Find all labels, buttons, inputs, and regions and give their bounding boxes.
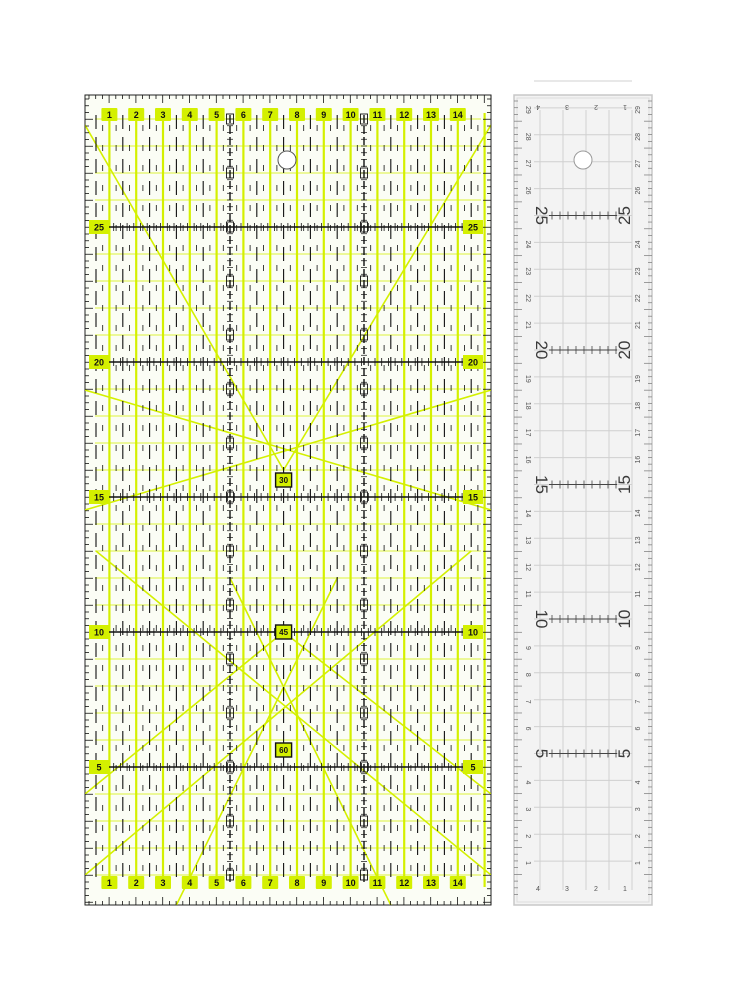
small-number-label: 6	[524, 726, 531, 731]
small-number-label: 24	[635, 240, 642, 249]
small-number-label: 17	[524, 428, 531, 437]
width-label: 1	[623, 886, 627, 893]
column-label: 14	[452, 110, 463, 120]
column-label: 5	[214, 110, 220, 120]
small-number-label: 22	[524, 294, 531, 303]
column-label: 2	[133, 110, 139, 120]
column-label: 10	[345, 110, 356, 120]
big-number-label: 10	[532, 609, 551, 629]
small-number-label: 26	[524, 186, 531, 195]
small-number-label: 3	[524, 807, 531, 812]
small-number-label: 1	[524, 861, 531, 866]
small-number-label: 12	[635, 563, 642, 572]
small-number-label: 13	[524, 536, 531, 545]
big-number-label: 20	[615, 340, 634, 360]
small-number-label: 21	[524, 321, 531, 329]
small-number-label: 4	[524, 780, 531, 785]
small-number-label: 4	[635, 780, 642, 785]
small-number-label: 8	[524, 672, 531, 677]
width-label: 3	[565, 886, 569, 893]
width-label: 2	[594, 103, 598, 110]
big-number-label: 10	[615, 609, 634, 629]
small-number-label: 7	[524, 699, 531, 704]
small-number-label: 2	[635, 834, 642, 839]
small-number-label: 23	[524, 267, 531, 276]
column-label: 6	[240, 110, 246, 120]
column-label: 13	[425, 110, 437, 120]
column-label: 4	[187, 878, 193, 888]
small-number-label: 16	[635, 455, 642, 464]
row-label: 20	[93, 357, 105, 368]
column-label: 11	[372, 878, 383, 888]
row-label: 15	[467, 492, 479, 503]
column-label: 2	[133, 878, 139, 888]
small-number-label: 13	[635, 536, 642, 545]
small-number-label: 12	[524, 563, 531, 572]
column-label: 10	[345, 878, 356, 888]
small-number-label: 29	[635, 106, 642, 114]
width-label: 4	[536, 886, 540, 893]
hanging-hole	[278, 151, 296, 169]
column-label: 9	[321, 110, 327, 120]
big-number-label: 25	[532, 206, 551, 225]
small-number-label: 21	[635, 321, 642, 329]
angle-label: 30	[279, 476, 289, 485]
small-number-label: 8	[635, 672, 642, 677]
small-number-label: 17	[635, 428, 642, 437]
big-number-label: 20	[532, 340, 551, 360]
small-number-label: 14	[524, 509, 531, 518]
small-number-label: 6	[635, 726, 642, 731]
angle-label: 45	[279, 628, 289, 637]
column-label: 3	[160, 110, 166, 120]
width-label: 2	[594, 886, 598, 893]
column-label: 9	[321, 878, 327, 888]
column-label: 8	[294, 110, 300, 120]
small-number-label: 24	[524, 240, 531, 249]
row-label: 20	[467, 357, 479, 368]
big-number-label: 5	[615, 748, 634, 759]
row-label: 10	[93, 627, 105, 638]
small-number-label: 27	[524, 159, 531, 168]
column-label: 12	[399, 110, 410, 120]
width-label: 1	[623, 103, 627, 110]
small-number-label: 2	[524, 834, 531, 839]
column-label: 1	[106, 878, 112, 888]
small-number-label: 9	[635, 645, 642, 650]
row-label: 25	[467, 222, 479, 233]
column-label: 13	[425, 878, 437, 888]
column-label: 14	[452, 878, 463, 888]
small-number-label: 11	[635, 590, 642, 598]
small-number-label: 19	[524, 375, 531, 383]
small-clear-ruler	[514, 81, 652, 905]
big-number-label: 5	[532, 748, 551, 759]
small-number-label: 9	[524, 645, 531, 650]
small-number-label: 3	[635, 807, 642, 812]
small-number-label: 22	[635, 294, 642, 303]
column-label: 3	[160, 878, 166, 888]
small-number-label: 26	[635, 186, 642, 195]
small-number-label: 28	[635, 132, 642, 141]
angle-label: 60	[279, 746, 289, 755]
row-label: 5	[96, 762, 102, 773]
big-number-label: 15	[532, 475, 551, 494]
small-number-label: 16	[524, 455, 531, 464]
small-number-label: 27	[635, 159, 642, 168]
column-label: 6	[240, 878, 246, 888]
small-number-label: 19	[635, 375, 642, 383]
small-number-label: 7	[635, 699, 642, 704]
width-label: 4	[536, 103, 540, 110]
column-label: 7	[267, 878, 273, 888]
small-number-label: 23	[635, 267, 642, 276]
row-label: 25	[93, 222, 105, 233]
column-label: 12	[399, 878, 410, 888]
column-label: 5	[214, 878, 220, 888]
small-number-label: 1	[635, 861, 642, 866]
small-number-label: 11	[524, 590, 531, 598]
small-number-label: 18	[524, 401, 531, 410]
big-number-label: 25	[615, 206, 634, 225]
width-label: 3	[565, 103, 569, 110]
hanging-hole	[574, 151, 592, 169]
small-number-label: 28	[524, 132, 531, 141]
small-number-label: 18	[635, 401, 642, 410]
column-label: 1	[106, 110, 112, 120]
large-quilting-ruler	[85, 95, 498, 905]
column-label: 4	[187, 110, 193, 120]
small-number-label: 29	[524, 106, 531, 114]
row-label: 5	[470, 762, 476, 773]
column-label: 11	[372, 110, 383, 120]
column-label: 8	[294, 878, 300, 888]
row-label: 10	[467, 627, 479, 638]
small-number-label: 14	[635, 509, 642, 518]
column-label: 7	[267, 110, 273, 120]
row-label: 15	[93, 492, 105, 503]
big-number-label: 15	[615, 475, 634, 494]
